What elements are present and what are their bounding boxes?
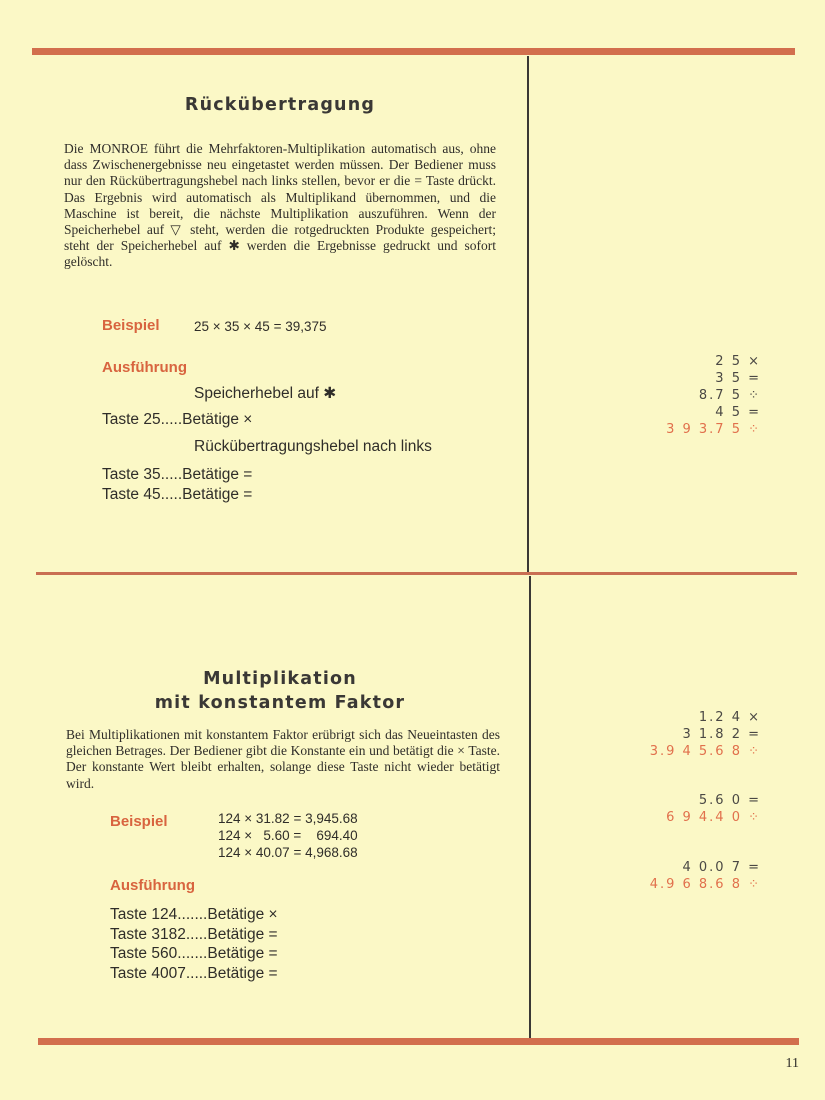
- section1-step: Taste 25.....Betätige ×: [102, 411, 253, 428]
- section-title-line1: Multiplikation: [203, 669, 357, 689]
- tape-line: 8.7 5 ⁘: [698, 388, 761, 403]
- section2-paragraph: Bei Multiplikationen mit konstantem Faktor erübrigt sich das Neueintasten des gleichen Betrages. Der Bediener gibt die Konstante ein und betätigt die × Taste. Der konstante Wert bleibt erhalten, solange diese Taste nicht wieder betätigt wird.: [66, 727, 500, 791]
- section1-paragraph: Die MONROE führt die Mehrfaktoren-Multiplikation automatisch aus, ohne dass Zwischenergebnisse neu eingetastet werden müssen. Der Bediener muss nur den Rückübertragungshebel nach links stellen, bevor er die = Taste drückt. Das Ergebnis wird automatisch als Multiplikand übernommen, und die Maschine ist bereit, die nächste Multiplikation auszuführen. Wenn der Speicherhebel auf ▽ steht, werden die rotgedruckten Produkte gespeichert; steht der Speicherhebel auf ✱ werden die Ergebnisse gedruckt und sofort gelöscht.: [64, 141, 496, 270]
- tape-line: 4 0.0 7 =: [682, 860, 761, 875]
- section1-step: Rückübertragungshebel nach links: [194, 438, 432, 455]
- section1-beispiel-label: Beispiel: [102, 317, 160, 334]
- section1-beispiel-value: 25 × 35 × 45 = 39,375: [194, 319, 327, 334]
- section2-printout-tape-1: [650, 709, 761, 760]
- section1-step: Taste 35.....Betätige =: [102, 466, 253, 483]
- tape-line-result: 6 9 4.4 0 ⁘: [666, 810, 761, 825]
- section-title-line2: mit konstantem Faktor: [154, 693, 406, 713]
- section1-printout-tape: [666, 353, 761, 438]
- section1-step: Taste 45.....Betätige =: [102, 486, 253, 503]
- tape-line: 3 5 =: [715, 371, 761, 386]
- section-title-rueckuebertragung: Rückübertragung: [184, 95, 376, 115]
- middle-rule: [36, 572, 797, 575]
- tape-line: 4 5 =: [715, 405, 761, 420]
- tape-line: 2 5 ×: [715, 354, 761, 369]
- bottom-rule: [38, 1038, 799, 1045]
- section2-step: Taste 124.......Betätige ×: [110, 906, 278, 923]
- tape-line: 5.6 0 =: [698, 793, 761, 808]
- tape-line-result: 3 9 3.7 5 ⁘: [666, 422, 761, 437]
- top-rule: [32, 48, 795, 55]
- section2-ausfuehrung-label: Ausführung: [110, 877, 195, 894]
- section2-beispiel-line: 124 × 31.82 = 3,945.68: [218, 811, 358, 826]
- section2-step: Taste 560.......Betätige =: [110, 945, 278, 962]
- section2-step: Taste 4007.....Betätige =: [110, 965, 278, 982]
- page-number: 11: [785, 1056, 799, 1071]
- column-divider-bottom: [529, 576, 531, 1038]
- section2-beispiel-label: Beispiel: [110, 813, 168, 830]
- section1-step: Speicherhebel auf ✱: [194, 385, 337, 402]
- tape-line: 1.2 4 ×: [698, 710, 761, 725]
- section2-beispiel-line: 124 × 5.60 = 694.40: [218, 828, 358, 843]
- tape-line-result: 4.9 6 8.6 8 ⁘: [649, 877, 761, 892]
- tape-line-result: 3.9 4 5.6 8 ⁘: [649, 744, 761, 759]
- tape-line: 3 1.8 2 =: [682, 727, 761, 742]
- section2-beispiel-line: 124 × 40.07 = 4,968.68: [218, 845, 358, 860]
- section2-step: Taste 3182.....Betätige =: [110, 926, 278, 943]
- section2-printout-tape-3: [650, 859, 761, 893]
- section2-printout-tape-2: [666, 792, 761, 826]
- column-divider-top: [527, 56, 529, 572]
- section1-ausfuehrung-label: Ausführung: [102, 359, 187, 376]
